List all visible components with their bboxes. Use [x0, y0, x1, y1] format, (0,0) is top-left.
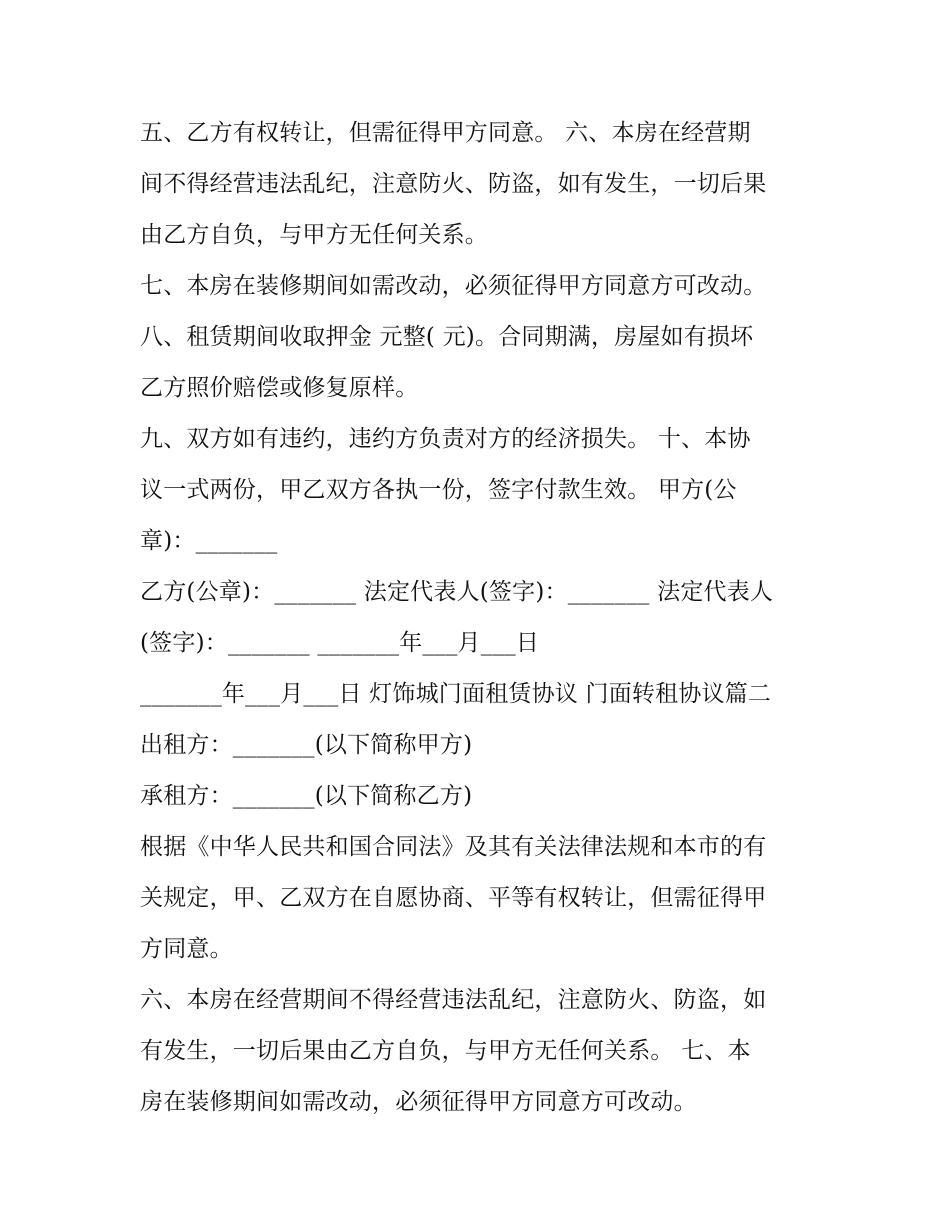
text-line: 乙方(公章)：_______ 法定代表人(签字)：_______ 法定代表人 [140, 579, 774, 605]
text-line: 议一式两份，甲乙双方各执一份，签字付款生效。 甲方(公 [140, 477, 737, 503]
text-line: 乙方照价赔偿或修复原样。 [140, 375, 419, 401]
text-line: 由乙方自负，与甲方无任何关系。 [140, 222, 488, 248]
text-line: 七、本房在装修期间如需改动，必须征得甲方同意方可改动。 [140, 273, 767, 299]
text-line: 间不得经营违法乱纪，注意防火、防盗，如有发生，一切后果 [140, 171, 767, 197]
text-line: 九、双方如有违约，违约方负责对方的经济损失。 十、本协 [140, 426, 751, 452]
text-line: 六、本房在经营期间不得经营违法乱纪，注意防火、防盗，如 [140, 987, 767, 1013]
text-line: (签字)：_______ _______年___月___日 [140, 630, 540, 656]
document-body [140, 108, 820, 1128]
text-line: 章)：_______ [140, 528, 278, 554]
text-line: 五、乙方有权转让，但需征得甲方同意。 六、本房在经营期 [140, 120, 751, 146]
text-line: _______年___月___日 灯饰城门面租赁协议 门面转租协议篇二 [140, 681, 772, 707]
text-line: 方同意。 [140, 936, 233, 962]
text-line: 根据《中华人民共和国合同法》及其有关法律法规和本市的有 [140, 834, 767, 860]
text-line: 关规定，甲、乙双方在自愿协商、平等有权转让，但需征得甲 [140, 885, 767, 911]
text-line: 出租方：_______(以下简称甲方) [140, 732, 473, 758]
text-line: 房在装修期间如需改动，必须征得甲方同意方可改动。 [140, 1089, 697, 1115]
text-line: 八、租赁期间收取押金 元整( 元)。合同期满，房屋如有损坏 [140, 324, 754, 350]
text-line: 承租方：_______(以下简称乙方) [140, 783, 473, 809]
text-line: 有发生，一切后果由乙方自负，与甲方无任何关系。 七、本 [140, 1038, 751, 1064]
